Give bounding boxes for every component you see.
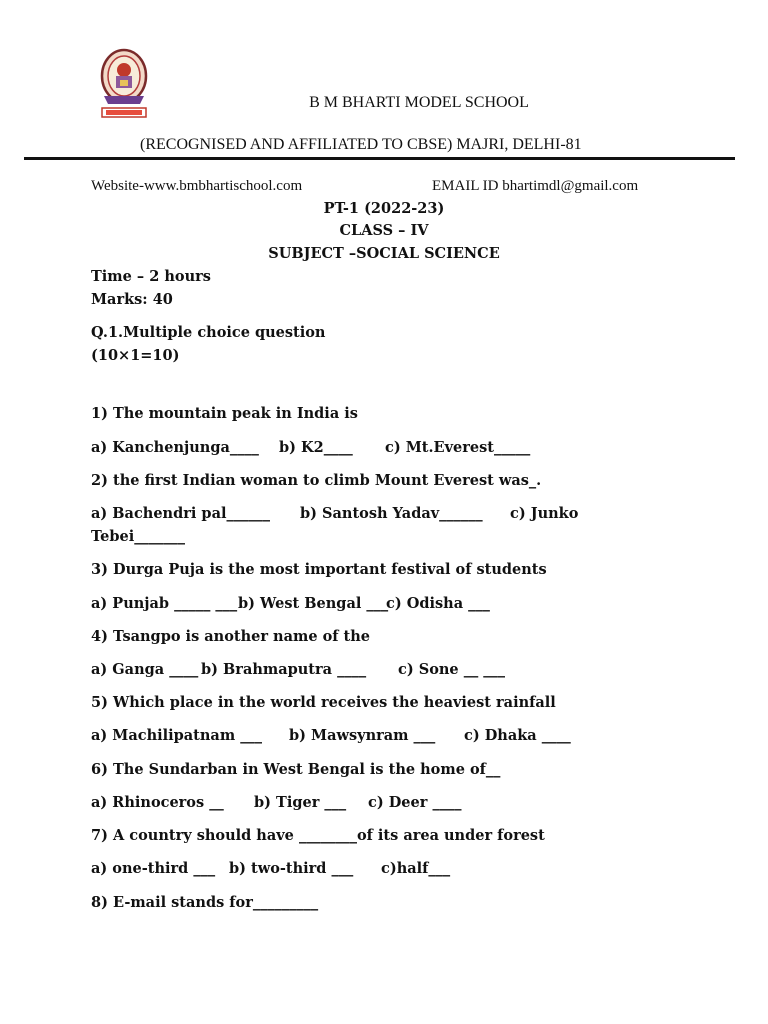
time-label: Time – 2 hours <box>91 268 211 285</box>
options-3 <box>91 595 490 612</box>
question-7: 7) A country should have ________of its area under forest <box>91 827 545 844</box>
option-b: b) Tiger ___ <box>254 794 347 811</box>
option-c: c)half___ <box>381 860 451 877</box>
option-a: a) Ganga ____ <box>91 661 199 678</box>
option-c-continued: Tebei_______ <box>91 528 185 545</box>
option-a: a) Bachendri pal______ <box>91 505 270 522</box>
question-8: 8) E-mail stands for_________ <box>91 894 319 911</box>
options-1 <box>91 439 530 456</box>
marks-label: Marks: 40 <box>91 291 173 308</box>
option-c: c) Sone __ ___ <box>398 661 505 678</box>
option-b: b) Mawsynram ___ <box>289 727 436 744</box>
class-label: CLASS – IV <box>339 222 429 239</box>
options-6 <box>91 794 461 811</box>
option-c: c) Deer ____ <box>368 794 462 811</box>
question-2: 2) the first Indian woman to climb Mount Everest was_. <box>91 472 542 489</box>
option-c: c) Dhaka ____ <box>464 727 571 744</box>
option-a: a) Punjab _____ ___ <box>91 595 238 612</box>
section-heading: Q.1.Multiple choice question <box>91 324 326 341</box>
option-a: a) Rhinoceros __ <box>91 794 224 811</box>
question-4: 4) Tsangpo is another name of the <box>91 628 371 645</box>
option-b: b) K2____ <box>279 439 353 456</box>
option-c: c) Odisha ___ <box>386 595 490 612</box>
option-b: b) two-third ___ <box>229 860 354 877</box>
exam-title: PT-1 (2022-23) <box>323 200 445 217</box>
option-b: b) Brahmaputra ____ <box>201 661 367 678</box>
website-text: Website-www.bmbhartischool.com <box>91 178 303 194</box>
options-5 <box>91 727 571 744</box>
option-b: b) West Bengal ___ <box>238 595 389 612</box>
option-b: b) Santosh Yadav______ <box>300 505 483 522</box>
school-name: B M BHARTI MODEL SCHOOL <box>309 94 529 111</box>
question-1: 1) The mountain peak in India is <box>91 405 358 422</box>
affiliation-line: (RECOGNISED AND AFFILIATED TO CBSE) MAJRI, DELHI-81 <box>140 136 582 153</box>
header-divider <box>24 157 735 160</box>
option-a: a) Machilipatnam ___ <box>91 727 262 744</box>
options-7 <box>91 860 450 877</box>
option-a: a) Kanchenjunga____ <box>91 439 259 456</box>
option-c: c) Mt.Everest_____ <box>385 439 531 456</box>
section-marks: (10×1=10) <box>91 347 180 364</box>
question-5: 5) Which place in the world receives the heaviest rainfall <box>91 694 556 711</box>
question-6: 6) The Sundarban in West Bengal is the home of__ <box>91 761 501 778</box>
school-crest-icon <box>98 46 150 128</box>
options-2 <box>91 505 578 522</box>
option-c: c) Junko <box>510 505 579 522</box>
option-a: a) one-third ___ <box>91 860 216 877</box>
subject-label: SUBJECT –SOCIAL SCIENCE <box>268 245 500 262</box>
options-4 <box>91 661 505 678</box>
email-text: EMAIL ID bhartimdl@gmail.com <box>432 178 639 194</box>
question-3: 3) Durga Puja is the most important festival of students <box>91 561 547 578</box>
